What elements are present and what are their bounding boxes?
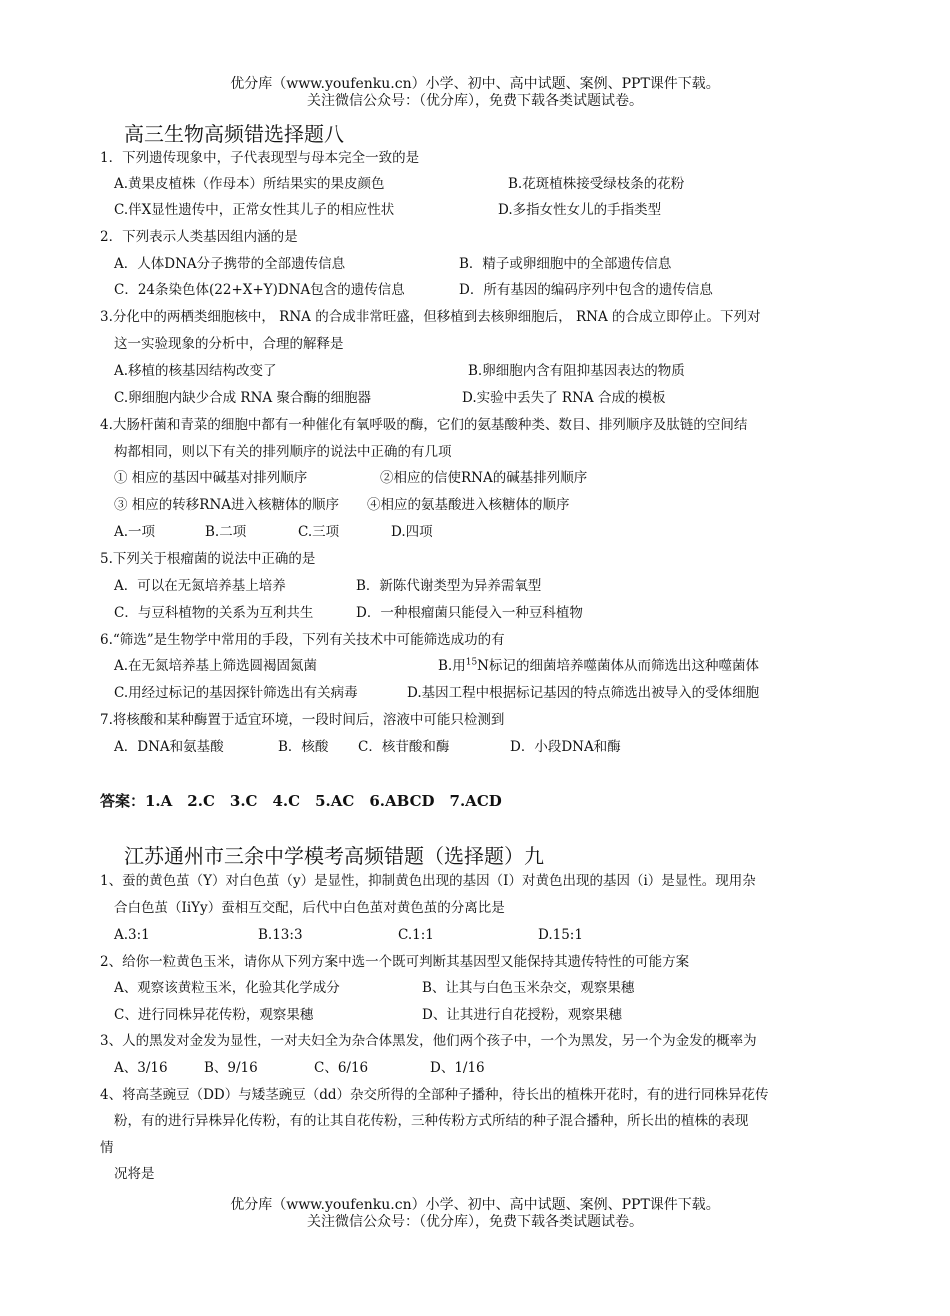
s2-question-1-stem-line-1: 1、蚕的黄色茧（Y）对白色茧（y）是显性，抑制黄色出现的基因（I）对黄色出现的基因（i）是显性。现用杂 (100, 873, 756, 889)
question-1-option-a: A.黄果皮植株（作母本）所结果实的果皮颜色 (114, 176, 385, 192)
s2-question-3-option-c: C、6/16 (314, 1060, 369, 1076)
question-6-option-b-text: N标记的细菌培养噬菌体从而筛选出这种噬菌体 (477, 658, 759, 674)
question-4-statement-2: ②相应的信使RNA的碱基排列顺序 (380, 470, 588, 486)
s2-question-2-option-d: D、让其进行自花授粉，观察果穗 (422, 1007, 622, 1023)
page-header (0, 76, 950, 110)
question-2-stem: 2．下列表示人类基因组内涵的是 (100, 229, 298, 245)
section-2-title: 江苏通州市三余中学模考高频错题（选择题）九 (124, 844, 544, 868)
question-2-option-a: A．人体DNA分子携带的全部遗传信息 (114, 256, 346, 272)
s2-question-3-option-d: D、1/16 (430, 1060, 485, 1076)
question-6-option-b (438, 657, 759, 675)
s2-question-1-option-c: C.1:1 (398, 927, 434, 943)
question-1-option-d: D.多指女性女儿的手指类型 (498, 202, 662, 218)
question-4-stem-line-2: 构都相同，则以下有关的排列顺序的说法中正确的有几项 (114, 444, 452, 460)
s2-question-4-stem-line-2: 粉，有的进行异株异化传粉，有的让其自花传粉，三种传粉方式所结的种子混合播种，所长出的植株的表现 (114, 1113, 749, 1129)
s2-question-2-option-b: B、让其与白色玉米杂交，观察果穗 (422, 980, 635, 996)
footer-line-1: 优分库（www.youfenku.cn）小学、初中、高中试题、案例、PPT课件下载。 (230, 1197, 720, 1213)
question-2-option-c: C．24条染色体(22+X+Y)DNA包含的遗传信息 (114, 282, 405, 298)
s2-question-2-stem: 2、给你一粒黄色玉米，请你从下列方案中选一个既可判断其基因型又能保持其遗传特性的可能方案 (100, 954, 690, 970)
question-4-option-b: B.二项 (205, 524, 247, 540)
s2-question-1-option-a: A.3:1 (114, 927, 150, 943)
s2-question-4-stem-line-3: 情 (100, 1140, 114, 1156)
question-6-option-b-prefix: B.用 (438, 658, 466, 674)
question-7-option-b: B．核酸 (278, 739, 329, 755)
question-6-stem: 6.“筛选”是生物学中常用的手段，下列有关技术中可能筛选成功的有 (100, 632, 505, 648)
question-1-option-c: C.伴X显性遗传中，正常女性其儿子的相应性状 (114, 202, 395, 218)
answer-key: 答案：1.A 2.C 3.C 4.C 5.AC 6.ABCD 7.ACD (100, 792, 502, 810)
question-2-option-b: B．精子或卵细胞中的全部遗传信息 (459, 256, 672, 272)
s2-question-1-stem-line-2: 合白色茧（IiYy）蚕相互交配，后代中白色茧对黄色茧的分离比是 (114, 900, 505, 916)
question-3-stem-line-2: 这一实验现象的分析中，合理的解释是 (114, 336, 344, 352)
s2-question-3-option-a: A、3/16 (114, 1060, 168, 1076)
page-footer (0, 1197, 950, 1231)
s2-question-1-option-d: D.15:1 (538, 927, 583, 943)
question-4-statement-1: ① 相应的基因中碱基对排列顺序 (114, 470, 308, 486)
question-3-option-b: B.卵细胞内含有阻抑基因表达的物质 (468, 363, 685, 379)
question-4-option-a: A.一项 (114, 524, 156, 540)
question-7-option-d: D．小段DNA和酶 (510, 739, 621, 755)
question-5-option-c: C．与豆科植物的关系为互利共生 (114, 605, 314, 621)
question-4-stem-line-1: 4.大肠杆菌和青菜的细胞中都有一种催化有氧呼吸的酶，它们的氨基酸种类、数目、排列顺序及肽链的空间结 (100, 417, 748, 433)
question-3-option-a: A.移植的核基因结构改变了 (114, 363, 277, 379)
question-6-option-a: A.在无氮培养基上筛选圆褐固氮菌 (114, 658, 318, 674)
question-4-option-d: D.四项 (391, 524, 433, 540)
question-5-stem: 5.下列关于根瘤菌的说法中正确的是 (100, 551, 316, 567)
s2-question-2-option-c: C、进行同株异花传粉，观察果穗 (114, 1007, 314, 1023)
question-4-statement-3: ③ 相应的转移RNA进入核糖体的顺序 (114, 497, 340, 513)
question-7-option-a: A．DNA和氨基酸 (114, 739, 224, 755)
question-2-option-d: D．所有基因的编码序列中包含的遗传信息 (459, 282, 713, 298)
isotope-superscript: 15 (465, 657, 478, 668)
s2-question-4-stem-line-1: 4、将高茎豌豆（DD）与矮茎豌豆（dd）杂交所得的全部种子播种，待长出的植株开花时，有的进行同株异花传 (100, 1087, 769, 1103)
header-line-2: 关注微信公众号：（优分库），免费下载各类试题试卷。 (307, 93, 643, 109)
s2-question-2-option-a: A、观察该黄粒玉米，化验其化学成分 (114, 980, 340, 996)
s2-question-1-option-b: B.13:3 (258, 927, 303, 943)
question-5-option-a: A．可以在无氮培养基上培养 (114, 578, 286, 594)
question-7-stem: 7.将核酸和某种酶置于适宜环境，一段时间后，溶液中可能只检测到 (100, 712, 505, 728)
footer-line-2: 关注微信公众号：（优分库），免费下载各类试题试卷。 (307, 1214, 643, 1230)
question-5-option-b: B．新陈代谢类型为异养需氧型 (356, 578, 542, 594)
question-3-option-c: C.卵细胞内缺少合成 RNA 聚合酶的细胞器 (114, 390, 371, 406)
question-3-option-d: D.实验中丢失了 RNA 合成的模板 (462, 390, 666, 406)
s2-question-4-stem-line-4: 况将是 (114, 1166, 155, 1182)
s2-question-3-stem: 3、人的黑发对金发为显性，一对夫妇全为杂合体黑发，他们两个孩子中，一个为黑发，另一个为金发的概率为 (100, 1033, 757, 1049)
question-3-stem-line-1: 3.分化中的两栖类细胞核中， RNA 的合成非常旺盛，但移植到去核卵细胞后， RNA 的合成立即停止。下列对 (100, 309, 761, 325)
s2-question-3-option-b: B、9/16 (204, 1060, 258, 1076)
header-line-1: 优分库（www.youfenku.cn）小学、初中、高中试题、案例、PPT课件下载。 (230, 76, 720, 92)
question-4-option-c: C.三项 (298, 524, 340, 540)
section-1-title: 高三生物高频错选择题八 (124, 122, 344, 146)
question-4-statement-4: ④相应的氨基酸进入核糖体的顺序 (367, 497, 570, 513)
question-5-option-d: D．一种根瘤菌只能侵入一种豆科植物 (356, 605, 583, 621)
question-1-option-b: B.花斑植株接受绿枝条的花粉 (508, 176, 685, 192)
question-1-stem: 1．下列遗传现象中，子代表现型与母本完全一致的是 (100, 150, 420, 166)
question-6-option-c: C.用经过标记的基因探针筛选出有关病毒 (114, 685, 358, 701)
question-6-option-d: D.基因工程中根据标记基因的特点筛选出被导入的受体细胞 (407, 685, 760, 701)
question-7-option-c: C．核苷酸和酶 (358, 739, 450, 755)
